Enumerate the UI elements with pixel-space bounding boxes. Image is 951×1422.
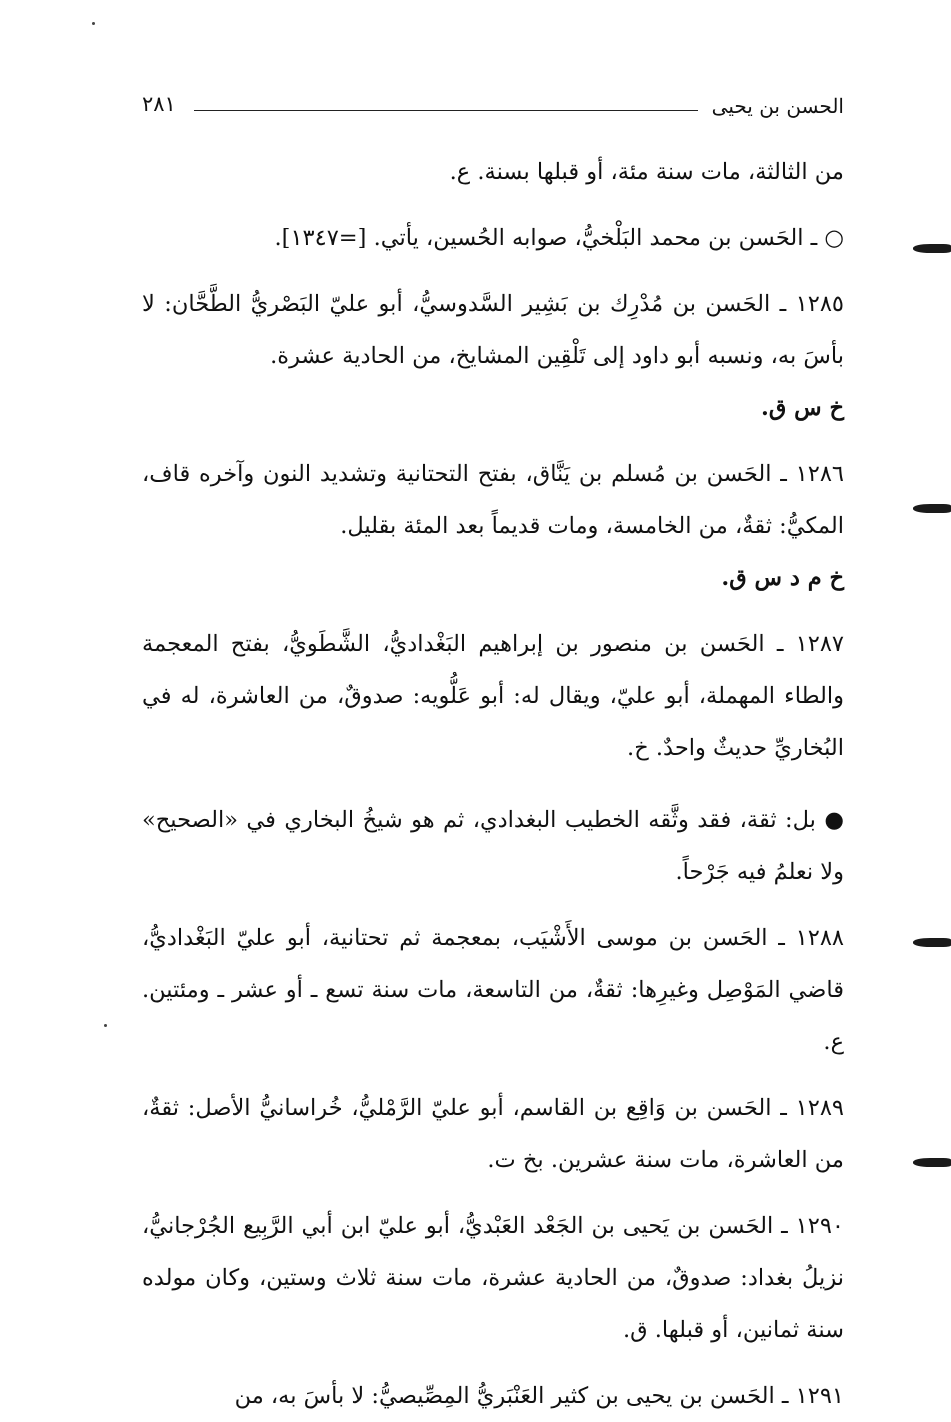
scan-margin-mark — [913, 1158, 951, 1167]
scan-speck — [92, 22, 95, 25]
entry-1288: ١٢٨٨ ـ الحَسن بن موسى الأَشْيَب، بمعجمة ثم تحتانية، أبو عليّ البَغْداديُّ، قاضي المَوْصِل وغيرِها: ثقةٌ، من التاسعة، مات سنة تسع ـ أو عشر ـ ومئتين. ع. — [142, 925, 844, 1055]
body-text — [142, 146, 844, 1422]
entry-1287: ١٢٨٧ ـ الحَسن بن منصور بن إبراهيم البَغْداديُّ، الشَّطَويُّ، بفتح المعجمة والطاء المهملة، أبو عليّ، ويقال له: أبو عَلُّويه: صدوقٌ، من العاشرة، له في البُخاريِّ حديثٌ واحدٌ. خ. — [142, 631, 844, 761]
entry-1286 — [142, 448, 844, 604]
page-header — [142, 92, 844, 124]
entry-sigla: خ م د س ق. — [721, 565, 844, 591]
entry-1285 — [142, 278, 844, 434]
entry-1290: ١٢٩٠ ـ الحَسن بن يَحيى بن الجَعْد العَبْديُّ، أبو عليّ ابن أبي الرَّبِيع الجُرْجانيُّ، نزيلُ بغداد: صدوقٌ، من الحادية عشرة، مات سنة ثلاث وستين، وكان مولده سنة ثمانين، أو قبلها. ق. — [142, 1213, 844, 1343]
scan-margin-mark — [913, 244, 951, 253]
page-number: ٢٨١ — [142, 92, 176, 116]
paragraph-continuation: من الثالثة، مات سنة مئة، أو قبلها بسنة. ع. — [449, 159, 844, 185]
cross-reference-entry: ○ ـ الحَسن بن محمد البَلْخيُّ، صوابه الحُسين، يأتي. [=١٣٤٧]. — [274, 225, 844, 251]
entry-text: ١٢٨٥ ـ الحَسن بن مُدْرِك بن بَشِير السَّدوسيُّ، أبو عليّ البَصْريُّ الطَّحَّان: لا بأسَ به، ونسبه أبو داود إلى تَلْقِين المشايخ، من الحادية عشرة. — [142, 291, 844, 369]
entry-text: ١٢٨٦ ـ الحَسن بن مُسلم بن يَنَّاق، بفتح التحتانية وتشديد النون وآخره قاف، المكيُّ: ثقةٌ، من الخامسة، ومات قديماً بعد المئة بقليل. — [142, 461, 844, 539]
entry-1289: ١٢٨٩ ـ الحَسن بن وَاقِع بن القاسم، أبو عليّ الرَّمْليُّ، خُراسانيُّ الأصل: ثقةٌ، من العاشرة، مات سنة عشرين. بخ ت. — [142, 1095, 844, 1173]
scan-margin-mark — [913, 504, 951, 513]
header-rule — [194, 110, 698, 111]
entry-1291: ١٢٩١ ـ الحَسن بن يحيى بن كثير العَنْبَريُّ المِصِّيصيُّ: لا بأسَ به، من — [234, 1383, 844, 1409]
scan-margin-mark — [913, 938, 951, 947]
entry-sigla: خ س ق. — [761, 395, 844, 421]
scan-speck — [104, 1024, 107, 1027]
running-title: الحسن بن يحيى — [711, 94, 844, 118]
editor-note: ● بل: ثقة، فقد وثَّقه الخطيب البغدادي، ثم هو شيخُ البخاري في «الصحيح» ولا نعلمُ فيه جَرْحاً. — [142, 807, 844, 885]
